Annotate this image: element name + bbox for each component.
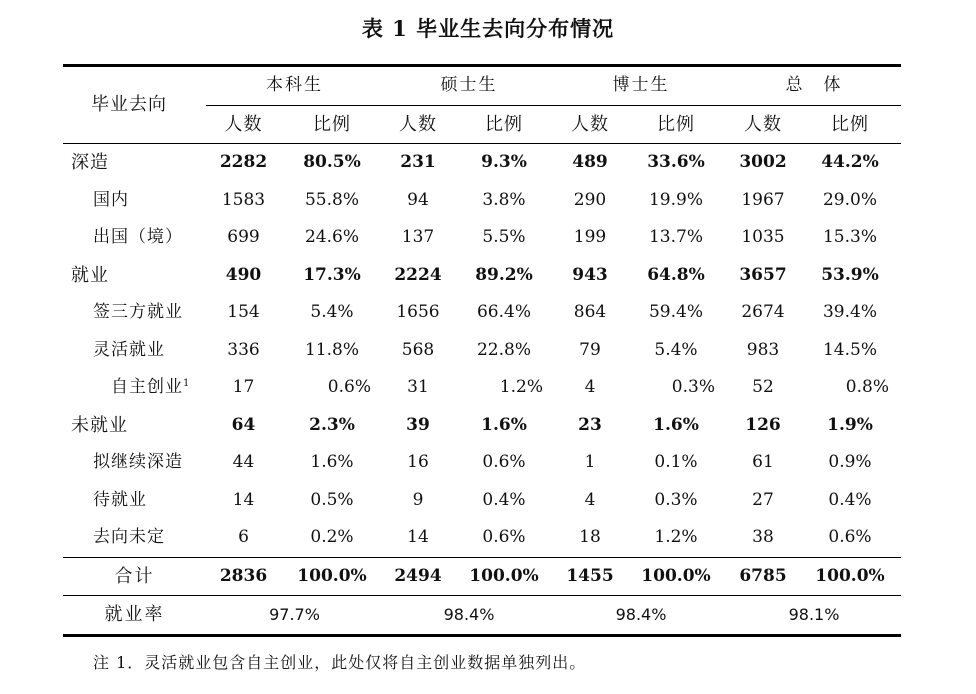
count-cell: 231 — [383, 144, 453, 182]
ratio-cell: 89.2% — [475, 264, 533, 285]
table-row — [63, 407, 901, 445]
footnote-marker: 1 — [183, 378, 191, 389]
row-label — [63, 444, 206, 482]
count-cell: 336 — [227, 339, 260, 360]
row-label — [63, 182, 206, 220]
count-cell: 61 — [752, 452, 774, 472]
count-cell: 864 — [573, 302, 607, 322]
ratio-cell: 17.3% — [303, 264, 361, 285]
table-title: 表 1 毕业生去向分布情况 — [361, 16, 615, 41]
ratio-cell: 9.3% — [453, 144, 555, 182]
ratio-cell: 1.6% — [481, 414, 527, 435]
ratio-cell: 33.6% — [625, 144, 727, 182]
count-cell: 3657 — [739, 264, 787, 285]
count-cell: 9 — [412, 489, 424, 510]
ratio-cell: 0.3% — [654, 489, 698, 510]
row-label-text: 待就业 — [93, 489, 147, 510]
ratio-cell: 0.4% — [482, 489, 526, 510]
row-header-label: 毕业去向 — [63, 66, 206, 144]
count-cell: 14 — [232, 489, 255, 510]
group-undergraduate: 本科生 — [206, 66, 383, 106]
row-label-text: 国内 — [93, 189, 129, 210]
ratio-header: 比例 — [831, 113, 869, 135]
ratio-cell: 39.4% — [822, 302, 877, 322]
count-header: 人数 — [399, 113, 437, 135]
count-cell: 2282 — [206, 144, 281, 182]
ratio-cell: 0.6% — [327, 377, 371, 397]
count-cell: 983 — [746, 339, 780, 360]
row-label-text: 签三方就业 — [93, 302, 183, 322]
count-cell: 1 — [584, 452, 596, 472]
header-row-groups — [63, 66, 901, 106]
ratio-cell: 15.3% — [822, 227, 877, 247]
total-ratio-cell: 100.0% — [625, 557, 727, 596]
count-cell: 17 — [232, 377, 255, 397]
count-cell: 39 — [406, 414, 430, 435]
ratio-header: 比例 — [313, 113, 351, 135]
count-cell: 18 — [579, 527, 601, 547]
ratio-cell: 14.5% — [822, 339, 877, 360]
count-cell: 27 — [752, 489, 774, 510]
row-label — [63, 257, 206, 295]
row-label — [63, 407, 206, 445]
row-label-text: 去向未定 — [93, 527, 165, 547]
total-row — [63, 557, 901, 596]
count-cell: 126 — [745, 414, 781, 435]
ratio-cell: 0.6% — [482, 527, 526, 547]
count-cell: 489 — [555, 144, 625, 182]
ratio-cell: 2.3% — [309, 414, 355, 435]
table-row — [63, 257, 901, 295]
count-cell: 154 — [227, 302, 260, 322]
table-row — [63, 519, 901, 557]
employment-rate-cell: 98.4% — [555, 596, 727, 636]
total-count-cell: 6785 — [727, 557, 799, 596]
ratio-header: 比例 — [657, 113, 695, 135]
count-cell: 44 — [232, 452, 255, 472]
count-header: 人数 — [571, 113, 609, 135]
row-label — [63, 519, 206, 557]
row-label — [63, 369, 206, 407]
total-ratio-cell: 100.0% — [453, 557, 555, 596]
count-cell: 94 — [407, 189, 429, 210]
count-cell: 6 — [238, 527, 249, 547]
ratio-cell: 55.8% — [304, 189, 359, 210]
ratio-cell: 22.8% — [476, 339, 531, 360]
total-ratio-cell: 100.0% — [799, 557, 901, 596]
count-cell: 52 — [752, 377, 774, 397]
ratio-cell: 0.8% — [845, 377, 889, 397]
ratio-cell: 5.4% — [310, 302, 354, 322]
row-label-text: 拟继续深造 — [93, 452, 183, 472]
count-cell: 699 — [227, 227, 260, 247]
ratio-cell: 13.7% — [648, 227, 703, 247]
ratio-cell: 11.8% — [304, 339, 359, 360]
ratio-cell: 44.2% — [799, 144, 901, 182]
ratio-cell: 0.5% — [310, 489, 354, 510]
employment-rate-cell: 98.4% — [383, 596, 555, 636]
count-header: 人数 — [744, 113, 782, 135]
employment-rate-cell: 98.1% — [727, 596, 901, 636]
ratio-cell: 0.2% — [310, 527, 354, 547]
count-cell: 2224 — [394, 264, 442, 285]
ratio-cell: 3.8% — [482, 189, 526, 210]
ratio-cell: 1.6% — [310, 452, 354, 472]
count-cell: 16 — [407, 452, 429, 472]
count-cell: 1967 — [741, 189, 785, 210]
ratio-cell: 53.9% — [821, 264, 879, 285]
table-row — [63, 369, 901, 407]
total-ratio-cell: 100.0% — [281, 557, 383, 596]
table-row — [63, 482, 901, 520]
count-cell: 199 — [573, 227, 607, 247]
count-header: 人数 — [224, 113, 263, 135]
ratio-cell: 64.8% — [647, 264, 705, 285]
count-cell: 568 — [401, 339, 435, 360]
total-count-cell: 1455 — [555, 557, 625, 596]
count-cell: 137 — [401, 227, 435, 247]
table-row — [63, 182, 901, 220]
employment-rate-cell: 97.7% — [206, 596, 383, 636]
count-cell: 1656 — [396, 302, 440, 322]
ratio-cell: 19.9% — [648, 189, 703, 210]
footnote: 注 1．灵活就业包含自主创业，此处仅将自主创业数据单独列出。 — [93, 653, 587, 672]
count-cell: 290 — [573, 189, 607, 210]
total-count-cell: 2494 — [383, 557, 453, 596]
row-label — [63, 332, 206, 370]
ratio-cell: 0.4% — [828, 489, 872, 510]
row-label-text: 自主创业 — [111, 377, 183, 397]
ratio-cell: 5.5% — [482, 227, 526, 247]
count-cell: 38 — [752, 527, 774, 547]
graduate-destination-table — [63, 64, 901, 637]
ratio-cell: 5.4% — [654, 339, 698, 360]
table-row — [63, 219, 901, 257]
row-label — [63, 294, 206, 332]
count-cell: 3002 — [727, 144, 799, 182]
ratio-cell: 80.5% — [281, 144, 383, 182]
ratio-cell: 59.4% — [648, 302, 703, 322]
row-label-text: 出国（境） — [93, 227, 183, 247]
count-cell: 4 — [584, 377, 596, 397]
ratio-cell: 0.6% — [828, 527, 872, 547]
row-label — [63, 482, 206, 520]
row-label — [63, 144, 206, 182]
ratio-cell: 0.6% — [482, 452, 526, 472]
group-doctor: 博士生 — [555, 66, 727, 106]
count-cell: 1583 — [221, 189, 266, 210]
employment-rate-row — [63, 596, 901, 636]
count-cell: 2674 — [741, 302, 785, 322]
row-label-text: 灵活就业 — [93, 339, 165, 360]
ratio-cell: 1.6% — [653, 414, 699, 435]
table-row — [63, 444, 901, 482]
count-cell: 4 — [584, 489, 596, 510]
table-row — [63, 144, 901, 182]
ratio-cell: 0.1% — [654, 452, 698, 472]
ratio-cell: 0.3% — [671, 377, 715, 397]
count-cell: 79 — [579, 339, 601, 360]
table-row — [63, 332, 901, 370]
ratio-cell: 24.6% — [304, 227, 359, 247]
total-count-cell: 2836 — [206, 557, 281, 596]
table-row — [63, 294, 901, 332]
count-cell: 490 — [225, 264, 262, 285]
row-label — [63, 219, 206, 257]
count-cell: 943 — [572, 264, 608, 285]
employment-rate-label: 就业率 — [63, 596, 206, 636]
ratio-cell: 29.0% — [822, 189, 877, 210]
row-label-text: 未就业 — [71, 414, 128, 436]
count-cell: 31 — [407, 377, 429, 397]
ratio-cell: 1.2% — [654, 527, 698, 547]
row-label-text: 就业 — [71, 264, 109, 286]
ratio-cell: 66.4% — [476, 302, 531, 322]
count-cell: 64 — [231, 414, 256, 435]
ratio-cell: 1.2% — [499, 377, 543, 397]
group-overall: 总 体 — [727, 66, 901, 106]
count-cell: 23 — [578, 414, 602, 435]
row-label-text: 深造 — [71, 152, 109, 173]
count-cell: 14 — [407, 527, 429, 547]
ratio-cell: 0.9% — [828, 452, 872, 472]
count-cell: 1035 — [741, 227, 785, 247]
total-label: 合计 — [63, 557, 206, 596]
ratio-header: 比例 — [485, 113, 523, 135]
group-master: 硕士生 — [383, 66, 555, 106]
ratio-cell: 1.9% — [827, 414, 873, 435]
